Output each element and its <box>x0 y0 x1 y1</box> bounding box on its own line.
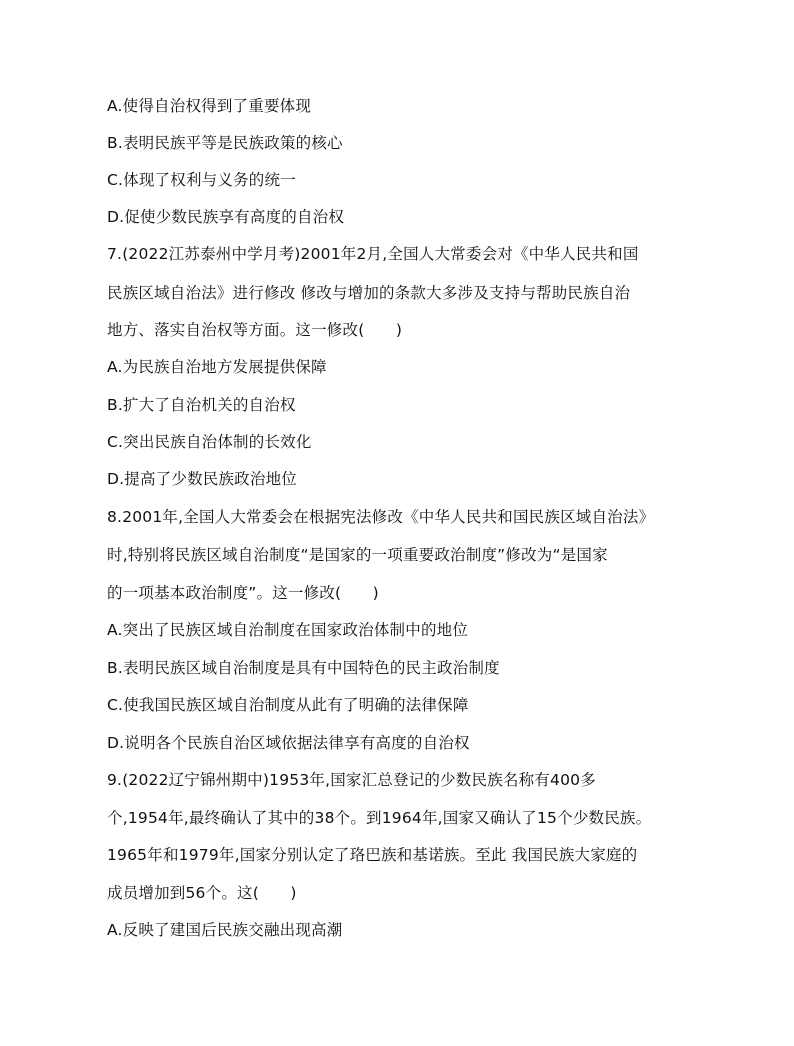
option-d-q8: D.说明各个民族自治区域依据法律享有高度的自治权 <box>107 734 470 752</box>
question-7-line-1: 7.(2022江苏泰州中学月考)2001年2月,全国人大常委会对《中华人民共和国 <box>107 245 639 263</box>
option-c-q6: C.体现了权利与义务的统一 <box>107 171 296 189</box>
option-a-q8: A.突出了民族区域自治制度在国家政治体制中的地位 <box>107 621 469 639</box>
option-c-q7: C.突出民族自治体制的长效化 <box>107 433 312 451</box>
option-b-q7: B.扩大了自治机关的自治权 <box>107 396 296 414</box>
option-d-q6: D.促使少数民族享有高度的自治权 <box>107 208 345 226</box>
option-a-q7: A.为民族自治地方发展提供保障 <box>107 358 327 376</box>
option-a-q9: A.反映了建国后民族交融出现高潮 <box>107 921 343 939</box>
option-b-q6: B.表明民族平等是民族政策的核心 <box>107 134 343 152</box>
question-8-line-2: 时,特别将民族区域自治制度“是国家的一项重要政治制度”修改为“是国家 <box>107 546 608 564</box>
option-d-q7: D.提高了少数民族政治地位 <box>107 470 297 488</box>
question-7-line-3: 地方、落实自治权等方面。这一修改( ) <box>107 321 403 339</box>
question-8-line-3: 的一项基本政治制度”。这一修改( ) <box>107 584 379 602</box>
question-8-line-1: 8.2001年,全国人大常委会在根据宪法修改《中华人民共和国民族区域自治法》 <box>107 508 655 526</box>
question-7-line-2: 民族区域自治法》进行修改 修改与增加的条款大多涉及支持与帮助民族自治 <box>107 284 631 302</box>
question-9-line-3: 1965年和1979年,国家分别认定了珞巴族和基诺族。至此 我国民族大家庭的 <box>107 846 638 864</box>
option-b-q8: B.表明民族区域自治制度是具有中国特色的民主政治制度 <box>107 659 500 677</box>
option-a-q6: A.使得自治权得到了重要体现 <box>107 97 312 115</box>
question-9-line-2: 个,1954年,最终确认了其中的38个。到1964年,国家又确认了15个少数民族。 <box>107 809 652 827</box>
question-9-line-4: 成员增加到56个。这( ) <box>107 884 297 902</box>
option-c-q8: C.使我国民族区域自治制度从此有了明确的法律保障 <box>107 696 469 714</box>
question-9-line-1: 9.(2022辽宁锦州期中)1953年,国家汇总登记的少数民族名称有400多 <box>107 771 596 789</box>
